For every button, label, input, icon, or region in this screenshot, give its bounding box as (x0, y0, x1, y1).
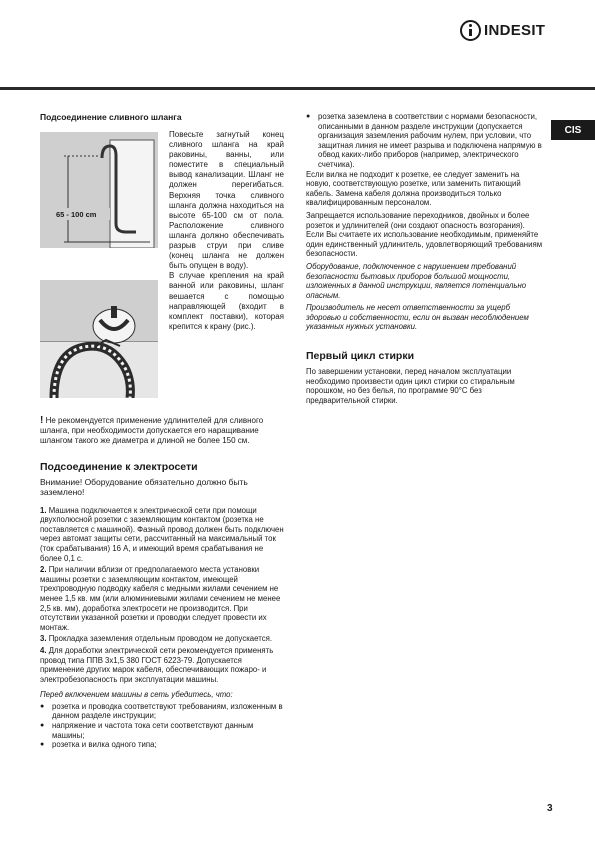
electric-item-4: 4. Для доработки электрической сети рекомендуется применять провод типа ППВ 3х1,5 380 ГОСТ 6223-79. Допускается применение других марок кабеля, обеспечивающих пожаро- и электробезопасность при эксплуатации машины. (40, 645, 274, 684)
safety-violation-note: Оборудование, подключенное с нарушением требований безопасности бытовых приборов большой мощности, изложенных в данной инструкции, является потенциально опасным. (306, 261, 527, 300)
electric-heading: Подсоединение к электросети (40, 460, 198, 473)
hose-warning-text: Не рекомендуется применение удлинителей для сливного шланга, при необходимости допускается его наращивание шлангом такого же диаметра и длиной не более 150 см. (40, 416, 264, 446)
electric-item-2: 2. При наличии вблизи от предполагаемого места установки машины розетки с заземляющим контактом, имеющей трехпроводную подводку кабеля с медными жилами сечением не менее 1,5 кв. мм (или алюминиевыми жилами сечением не менее 2,5 кв. мм), доработка электросети не производится. При отсутствии указанной розетки и проводки следует провести их монтаж. (40, 565, 281, 632)
hose-text-2: В случае крепления на край ванной или раковины, шланг вешается с помощью направляющей (входит в комплект поставки), которая крепится к крану (рис.). (169, 271, 284, 331)
check-item-1: ● розетка и проводка соответствуют требованиям, изложенным в данном разделе инструкции; (40, 702, 284, 721)
first-cycle-text: По завершении установки, перед началом эксплуатации необходимо произвести один цикл стирки со стиральным порошком, но без белья, по программе 90°С без предварительной стирки. (306, 367, 515, 405)
indesit-logo-icon (460, 20, 481, 41)
brand-name: INDESIT (484, 22, 546, 39)
left-column (40, 112, 284, 750)
check-item-4: ● розетка заземлена в соответствии с нормами безопасности, описанными в данном разделе инструкции (допускается организация заземления рабочим нулем, при условии, что защитная линия не имеет разрыва и подключена напрямую в обвод каких-либо приборов (например, электрического счетчика). (306, 112, 544, 170)
hose-figure-label: 65 - 100 cm (56, 210, 97, 219)
hose-section (40, 130, 284, 410)
before-switch-on: Перед включением машины в сеть убедитесь, что: (40, 690, 233, 700)
header-rule (0, 87, 595, 90)
check-list (40, 702, 284, 750)
grounding-attention: Внимание! Оборудование обязательно должно быть заземлено! (40, 476, 248, 498)
hose-text: Повесьте загнутый конец сливного шланга на край раковины, ванны, или поместите в специальный вывод канализации. Шланг не должен перегибаться. Верхняя точка сливного шланга должна находиться на высоте 65-100 см от пола. Расположение сливного шланга должно обеспечивать разрыв струи при сливе (конец шланга не должен быть опущен в воду). (169, 130, 284, 271)
hose-warning (40, 416, 284, 447)
electric-item-1: 1. Машина подключается к электрической сети при помощи двухполюсной розетки с заземляющим контактом (розетка не поставляется с машиной). Фазный провод должен быть подключен через автомат защиты сети, рассчитанный на максимальный ток (ток срабатывания) 16 А, и имеющий время срабатывания не более 0,1 с. (40, 505, 284, 563)
check-item-2: ● напряжение и частота тока сети соответствуют данным машины; (40, 721, 284, 740)
check-list-continued (306, 112, 544, 170)
section-tab-cis: CIS (551, 120, 595, 140)
check-item-3: ● розетка и вилка одного типа; (40, 740, 284, 750)
warning-icon: ! (40, 415, 44, 426)
plug-replacement: Если вилка не подходит к розетке, ее следует заменить на новую, соответствующую розетке, или заменить питающий кабель. Замена кабеля должна производиться только квалифицированным персоналом. (306, 169, 521, 208)
first-cycle-heading: Первый цикл стирки (306, 350, 415, 363)
right-column (306, 112, 544, 408)
electric-item-3: 3. Прокладка заземления отдельным проводом не допускается. (40, 634, 272, 644)
hose-heading: Подсоединение сливного шланга (40, 112, 182, 122)
indesit-logo (460, 20, 545, 41)
page-number: 3 (547, 803, 553, 814)
hose-guide-figure (40, 280, 158, 398)
hose-instructions (169, 130, 284, 332)
hose-height-figure (40, 132, 158, 248)
adapter-prohibition: Запрещается использование переходников, двойных и более розеток и удлинителей (они создают опасность возгорания). Если Вы считаете их использование необходимым, применяйте один единственный удлинитель, удовлетворяющий требованиям безопасности. (306, 210, 543, 259)
liability-note: Производитель не несет ответственности за ущерб здоровью и собственности, если он вызван несоблюдением указанных нужных установки. (306, 303, 529, 332)
